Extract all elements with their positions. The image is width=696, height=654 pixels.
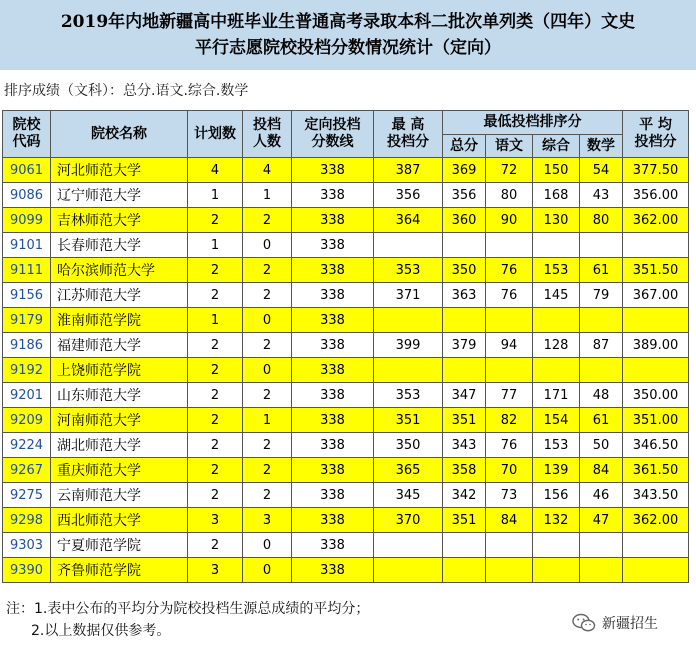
table-row xyxy=(3,183,689,208)
cell-min-total: 347 xyxy=(443,383,486,408)
cell-min-chinese xyxy=(486,233,533,258)
header-admitted: 投档 人数 xyxy=(243,111,292,158)
cell-min-chinese: 70 xyxy=(486,458,533,483)
cell-name: 吉林师范大学 xyxy=(51,208,188,233)
cell-min-comprehensive: 128 xyxy=(533,333,580,358)
cell-admitted: 2 xyxy=(243,208,292,233)
cell-min-comprehensive xyxy=(533,233,580,258)
cell-cutoff: 338 xyxy=(292,458,374,483)
cell-max: 387 xyxy=(374,158,443,183)
cell-cutoff: 338 xyxy=(292,383,374,408)
header-name: 院校名称 xyxy=(51,111,188,158)
cell-min-math xyxy=(580,533,623,558)
cell-min-total: 358 xyxy=(443,458,486,483)
cell-plan: 2 xyxy=(188,533,243,558)
cell-cutoff: 338 xyxy=(292,408,374,433)
cell-name: 江苏师范大学 xyxy=(51,283,188,308)
cell-min-math xyxy=(580,233,623,258)
header-min-math: 数学 xyxy=(580,135,623,158)
cell-min-total xyxy=(443,558,486,583)
cell-cutoff: 338 xyxy=(292,233,374,258)
cell-plan: 1 xyxy=(188,233,243,258)
cell-min-comprehensive xyxy=(533,558,580,583)
table-row xyxy=(3,483,689,508)
cell-code: 9298 xyxy=(3,508,51,533)
cell-min-chinese xyxy=(486,533,533,558)
cell-min-comprehensive xyxy=(533,308,580,333)
cell-min-math: 47 xyxy=(580,508,623,533)
cell-name: 云南师范大学 xyxy=(51,483,188,508)
cell-cutoff: 338 xyxy=(292,358,374,383)
cell-max xyxy=(374,533,443,558)
cell-min-math: 61 xyxy=(580,258,623,283)
cell-avg xyxy=(623,358,689,383)
cell-min-chinese: 90 xyxy=(486,208,533,233)
header-cutoff: 定向投档 分数线 xyxy=(292,111,374,158)
cell-code: 9156 xyxy=(3,283,51,308)
header-code: 院校 代码 xyxy=(3,111,51,158)
cell-code: 9086 xyxy=(3,183,51,208)
title-banner xyxy=(0,0,696,70)
header-avg: 平 均 投档分 xyxy=(623,111,689,158)
cell-admitted: 0 xyxy=(243,358,292,383)
cell-min-chinese: 82 xyxy=(486,408,533,433)
cell-min-total: 343 xyxy=(443,433,486,458)
cell-min-math: 79 xyxy=(580,283,623,308)
table-row xyxy=(3,558,689,583)
title-line-1: 2019年内地新疆高中班毕业生普通高考录取本科二批次单列类（四年）文史 xyxy=(60,12,636,32)
cell-min-math: 87 xyxy=(580,333,623,358)
cell-name: 山东师范大学 xyxy=(51,383,188,408)
header-min-group: 最低投档排序分 xyxy=(443,111,623,135)
cell-code: 9303 xyxy=(3,533,51,558)
footnote-2: 2.以上数据仅供参考。 xyxy=(31,623,171,639)
cell-cutoff: 338 xyxy=(292,208,374,233)
header-max: 最 高 投档分 xyxy=(374,111,443,158)
cell-min-chinese: 84 xyxy=(486,508,533,533)
cell-admitted: 1 xyxy=(243,408,292,433)
cell-max: 399 xyxy=(374,333,443,358)
cell-max xyxy=(374,308,443,333)
cell-cutoff: 338 xyxy=(292,508,374,533)
cell-code: 9390 xyxy=(3,558,51,583)
cell-name: 湖北师范大学 xyxy=(51,433,188,458)
cell-min-comprehensive: 153 xyxy=(533,258,580,283)
cell-min-comprehensive: 132 xyxy=(533,508,580,533)
cell-min-comprehensive: 130 xyxy=(533,208,580,233)
cell-cutoff: 338 xyxy=(292,433,374,458)
cell-min-total: 351 xyxy=(443,508,486,533)
cell-code: 9224 xyxy=(3,433,51,458)
cell-admitted: 2 xyxy=(243,483,292,508)
cell-min-total xyxy=(443,533,486,558)
cell-max: 345 xyxy=(374,483,443,508)
cell-name: 齐鲁师范学院 xyxy=(51,558,188,583)
table-row xyxy=(3,233,689,258)
cell-min-math: 48 xyxy=(580,383,623,408)
cell-min-chinese: 76 xyxy=(486,283,533,308)
cell-min-math: 43 xyxy=(580,183,623,208)
cell-avg xyxy=(623,308,689,333)
cell-min-total xyxy=(443,358,486,383)
cell-name: 淮南师范学院 xyxy=(51,308,188,333)
cell-max: 371 xyxy=(374,283,443,308)
cell-cutoff: 338 xyxy=(292,558,374,583)
cell-name: 辽宁师范大学 xyxy=(51,183,188,208)
cell-min-total: 379 xyxy=(443,333,486,358)
cell-avg: 343.50 xyxy=(623,483,689,508)
brand-label: 新疆招生 xyxy=(602,616,658,632)
cell-code: 9267 xyxy=(3,458,51,483)
cell-min-math xyxy=(580,308,623,333)
cell-cutoff: 338 xyxy=(292,483,374,508)
cell-avg: 350.00 xyxy=(623,383,689,408)
cell-min-chinese: 76 xyxy=(486,433,533,458)
cell-code: 9101 xyxy=(3,233,51,258)
table-row xyxy=(3,158,689,183)
cell-plan: 2 xyxy=(188,383,243,408)
cell-cutoff: 338 xyxy=(292,308,374,333)
title-line-2: 平行志愿院校投档分数情况统计（定向） xyxy=(195,38,501,58)
cell-plan: 3 xyxy=(188,558,243,583)
cell-min-comprehensive: 154 xyxy=(533,408,580,433)
cell-plan: 2 xyxy=(188,283,243,308)
cell-name: 哈尔滨师范大学 xyxy=(51,258,188,283)
cell-max: 353 xyxy=(374,258,443,283)
cell-plan: 2 xyxy=(188,333,243,358)
cell-min-comprehensive: 145 xyxy=(533,283,580,308)
table-row xyxy=(3,308,689,333)
cell-max xyxy=(374,558,443,583)
cell-cutoff: 338 xyxy=(292,533,374,558)
cell-admitted: 4 xyxy=(243,158,292,183)
table-row xyxy=(3,533,689,558)
cell-max xyxy=(374,358,443,383)
table-body xyxy=(3,158,689,583)
cell-plan: 1 xyxy=(188,308,243,333)
cell-admitted: 0 xyxy=(243,233,292,258)
cell-min-chinese: 72 xyxy=(486,158,533,183)
cell-avg xyxy=(623,533,689,558)
cell-max: 365 xyxy=(374,458,443,483)
cell-name: 上饶师范学院 xyxy=(51,358,188,383)
cell-min-comprehensive xyxy=(533,533,580,558)
cell-min-total: 350 xyxy=(443,258,486,283)
cell-code: 9201 xyxy=(3,383,51,408)
cell-code: 9275 xyxy=(3,483,51,508)
table-row xyxy=(3,458,689,483)
footnotes xyxy=(6,598,369,642)
wechat-icon xyxy=(572,613,596,633)
cell-plan: 1 xyxy=(188,183,243,208)
cell-min-math: 50 xyxy=(580,433,623,458)
cell-min-total: 360 xyxy=(443,208,486,233)
cell-plan: 2 xyxy=(188,458,243,483)
cell-max: 351 xyxy=(374,408,443,433)
cell-avg: 346.50 xyxy=(623,433,689,458)
cell-admitted: 2 xyxy=(243,433,292,458)
header-min-comprehensive: 综合 xyxy=(533,135,580,158)
cell-min-comprehensive: 150 xyxy=(533,158,580,183)
cell-min-chinese: 76 xyxy=(486,258,533,283)
cell-code: 9186 xyxy=(3,333,51,358)
cell-name: 长春师范大学 xyxy=(51,233,188,258)
header-min-total: 总分 xyxy=(443,135,486,158)
cell-plan: 2 xyxy=(188,433,243,458)
cell-min-comprehensive: 171 xyxy=(533,383,580,408)
cell-cutoff: 338 xyxy=(292,158,374,183)
cell-plan: 2 xyxy=(188,208,243,233)
header-plan: 计划数 xyxy=(188,111,243,158)
cell-max: 370 xyxy=(374,508,443,533)
cell-code: 9099 xyxy=(3,208,51,233)
cell-admitted: 1 xyxy=(243,183,292,208)
table-row xyxy=(3,333,689,358)
cell-name: 重庆师范大学 xyxy=(51,458,188,483)
cell-plan: 2 xyxy=(188,358,243,383)
cell-name: 西北师范大学 xyxy=(51,508,188,533)
cell-cutoff: 338 xyxy=(292,283,374,308)
cell-admitted: 2 xyxy=(243,333,292,358)
cell-admitted: 2 xyxy=(243,283,292,308)
table-row xyxy=(3,508,689,533)
cell-min-total: 342 xyxy=(443,483,486,508)
cell-max: 350 xyxy=(374,433,443,458)
cell-cutoff: 338 xyxy=(292,333,374,358)
cell-name: 河北师范大学 xyxy=(51,158,188,183)
cell-max: 353 xyxy=(374,383,443,408)
cell-cutoff: 338 xyxy=(292,183,374,208)
table-row xyxy=(3,258,689,283)
cell-min-total: 369 xyxy=(443,158,486,183)
cell-min-comprehensive: 139 xyxy=(533,458,580,483)
cell-admitted: 2 xyxy=(243,458,292,483)
cell-avg: 361.50 xyxy=(623,458,689,483)
cell-cutoff: 338 xyxy=(292,258,374,283)
cell-min-chinese: 80 xyxy=(486,183,533,208)
cell-min-chinese xyxy=(486,308,533,333)
cell-code: 9179 xyxy=(3,308,51,333)
cell-avg: 356.00 xyxy=(623,183,689,208)
cell-admitted: 0 xyxy=(243,533,292,558)
cell-admitted: 0 xyxy=(243,558,292,583)
cell-min-math xyxy=(580,358,623,383)
cell-min-comprehensive xyxy=(533,358,580,383)
cell-min-math: 84 xyxy=(580,458,623,483)
table-row xyxy=(3,433,689,458)
admission-score-table xyxy=(2,110,689,583)
sort-criteria-note: 排序成绩（文科）：总分.语文.综合.数学 xyxy=(4,83,249,99)
cell-code: 9111 xyxy=(3,258,51,283)
cell-plan: 2 xyxy=(188,408,243,433)
cell-max: 364 xyxy=(374,208,443,233)
table-row xyxy=(3,283,689,308)
cell-code: 9192 xyxy=(3,358,51,383)
cell-name: 河南师范大学 xyxy=(51,408,188,433)
cell-avg: 351.50 xyxy=(623,258,689,283)
cell-plan: 2 xyxy=(188,258,243,283)
cell-min-chinese xyxy=(486,358,533,383)
cell-min-math: 54 xyxy=(580,158,623,183)
cell-name: 宁夏师范学院 xyxy=(51,533,188,558)
table-row xyxy=(3,208,689,233)
cell-admitted: 2 xyxy=(243,383,292,408)
cell-min-chinese xyxy=(486,558,533,583)
cell-min-total xyxy=(443,308,486,333)
cell-min-total xyxy=(443,233,486,258)
cell-name: 福建师范大学 xyxy=(51,333,188,358)
cell-avg xyxy=(623,558,689,583)
cell-min-math: 46 xyxy=(580,483,623,508)
cell-avg: 367.00 xyxy=(623,283,689,308)
cell-plan: 3 xyxy=(188,508,243,533)
cell-min-comprehensive: 153 xyxy=(533,433,580,458)
cell-avg xyxy=(623,233,689,258)
cell-min-total: 363 xyxy=(443,283,486,308)
cell-min-chinese: 94 xyxy=(486,333,533,358)
table-row xyxy=(3,408,689,433)
header-min-chinese: 语文 xyxy=(486,135,533,158)
cell-max: 356 xyxy=(374,183,443,208)
footnote-1: 注：1.表中公布的平均分为院校投档生源总成绩的平均分； xyxy=(6,601,370,617)
cell-avg: 389.00 xyxy=(623,333,689,358)
cell-min-math xyxy=(580,558,623,583)
cell-min-math: 80 xyxy=(580,208,623,233)
cell-plan: 4 xyxy=(188,158,243,183)
cell-admitted: 0 xyxy=(243,308,292,333)
cell-plan: 2 xyxy=(188,483,243,508)
cell-min-chinese: 73 xyxy=(486,483,533,508)
cell-avg: 362.00 xyxy=(623,208,689,233)
table-row xyxy=(3,358,689,383)
cell-min-comprehensive: 156 xyxy=(533,483,580,508)
cell-avg: 362.00 xyxy=(623,508,689,533)
brand-watermark xyxy=(572,612,658,634)
table-row xyxy=(3,383,689,408)
cell-min-math: 61 xyxy=(580,408,623,433)
cell-max xyxy=(374,233,443,258)
cell-min-comprehensive: 168 xyxy=(533,183,580,208)
cell-avg: 351.00 xyxy=(623,408,689,433)
cell-min-chinese: 77 xyxy=(486,383,533,408)
cell-min-total: 351 xyxy=(443,408,486,433)
cell-admitted: 3 xyxy=(243,508,292,533)
cell-code: 9209 xyxy=(3,408,51,433)
cell-avg: 377.50 xyxy=(623,158,689,183)
cell-min-total: 356 xyxy=(443,183,486,208)
cell-admitted: 2 xyxy=(243,258,292,283)
cell-code: 9061 xyxy=(3,158,51,183)
